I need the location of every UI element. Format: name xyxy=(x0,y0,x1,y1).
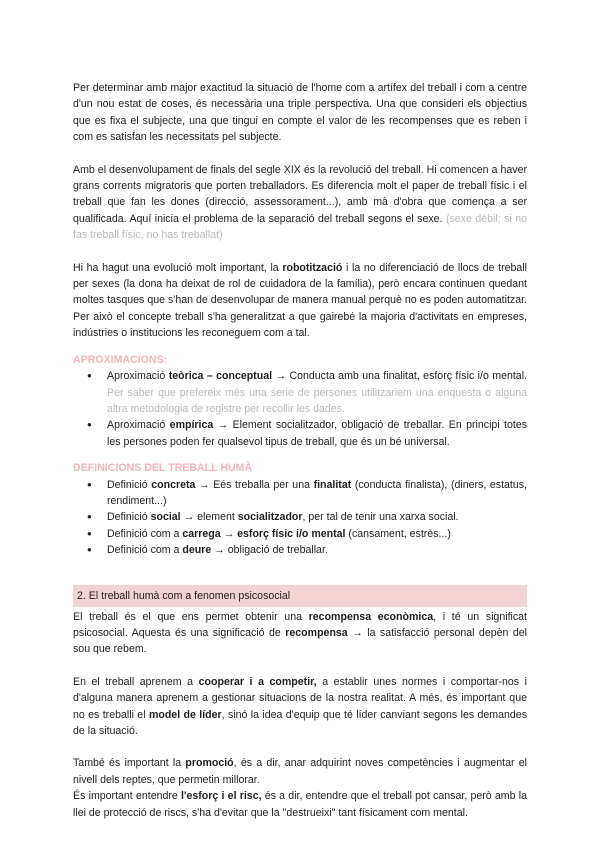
item-term: concreta xyxy=(151,478,196,491)
paragraph-cooperar xyxy=(73,674,527,740)
text: , i té un significat psicosocial. Aquesta és una significació de xyxy=(73,610,527,639)
text: , sinó la idea d'equip que té líder canviant segons les demandes de la situació. xyxy=(73,708,527,737)
revolucio-note: (sexe dèbil; si no fas treball físic, no has treballat) xyxy=(73,212,527,242)
paragraph-revolucio xyxy=(73,162,527,244)
item-term: finalitat xyxy=(313,478,352,491)
text: En el treball aprenem a xyxy=(73,675,199,688)
list-item xyxy=(73,368,527,417)
revolucio-text: Amb el desenvolupament de finals del segle XIX és la revolució del treball. Hi comencen a haver grans corrents migratoris que porten treballadors. Es diferencia molt el paper de treball físic i el treball que fan les dones (direcció, assessorament...), amb mà d'obra que comença a ser qualificada. Aquí inicia el problema de la separació del treball segons el sexe. xyxy=(73,163,527,225)
item-text: Definició xyxy=(107,478,152,491)
item-term: carrega → esforç físic i/o mental xyxy=(182,527,346,540)
aproximacions-section xyxy=(73,352,527,450)
definicions-list xyxy=(73,477,527,559)
item-term: empírica xyxy=(169,419,214,432)
item-text: (cansament, estrès...) xyxy=(345,527,451,540)
item-text: Aproximació xyxy=(107,419,170,432)
paragraph-recompensa xyxy=(73,609,527,658)
text: , és a dir, anar adquirint noves competències i augmentar el nivell dels reptes, que permetin millorar. xyxy=(73,757,527,786)
text: és a dir, entendre que el treball pot cansar, però amb la llei de protecció de riscs, s'ha d'evitar que la "destrueixi" tant físicament com mental. xyxy=(73,790,527,819)
term: promoció xyxy=(185,757,234,770)
item-text: Aproximació xyxy=(107,370,169,383)
text: El treball és el que ens permet obtenir una xyxy=(73,610,309,623)
list-item xyxy=(73,526,527,542)
item-text: , per tal de tenir una xarxa social. xyxy=(302,511,459,524)
item-text: Definició com a xyxy=(107,527,183,540)
list-item xyxy=(73,509,527,525)
definicions-heading: DEFINICIONS DEL TREBALL HUMÀ xyxy=(73,462,253,475)
term: l'esforç i el risc, xyxy=(181,790,262,803)
robotitzacio-text-c: i la no diferenciació de llocs de treball per sexes (la dona ha deixat de rol de cuidadora de la família), però encara continuen quedant moltes tasques que s'han de desenvolupar de manera manual perquè no es poden automatitzar. Per això el concepte treball s'ha generalitzat a que gairebé la majoria d'activitats en empreses, indústries o institucions les reconeguem com a tal. xyxy=(73,261,527,340)
paragraph-esforc xyxy=(73,788,527,821)
item-term: social xyxy=(150,511,181,524)
robotitzacio-term: robotització xyxy=(282,261,343,274)
term: model de líder xyxy=(148,708,222,721)
list-item xyxy=(73,542,527,558)
item-note: Per saber que prefereix més una serie de persones utilitzariem una enquesta o alguna altra metodologia de registre per recollir les dades. xyxy=(107,386,527,415)
paragraph-robotitzacio xyxy=(73,260,527,342)
text: És important entendre xyxy=(73,790,182,803)
section-title-bar: 2. El treball humà com a fenomen psicosocial xyxy=(73,585,527,607)
item-text: → Conducta amb una finalitat, esforç físic i/o mental. xyxy=(272,370,527,383)
item-text: → Element socialitzador, obligació de treballar. En principi totes les persones poden fer qualsevol tipus de treball, que és un bé universal. xyxy=(107,419,528,448)
item-text: → Eés treballa per una xyxy=(195,478,314,491)
item-term: teòrica – conceptual xyxy=(168,370,273,383)
robotitzacio-text-a: Hi ha hagut una evolució molt important, la xyxy=(73,261,283,274)
paragraph-perspectiva: Per determinar amb major exactitud la situació de l'home com a artífex del treball i com a centre d'un nou estat de coses, és necessària una triple perspectiva. Una que consideri els objectius que es fixa el subjecte, una que tingui en compte el valor de les recompenses que es reben i com es satisfan les necessitats pel subjecte. xyxy=(73,82,527,144)
item-text: Definició com a xyxy=(107,544,183,557)
item-text: → element xyxy=(180,511,238,524)
item-text: Definició xyxy=(107,511,151,524)
term: cooperar i a competir, xyxy=(198,675,317,688)
text: a establir unes normes i comportar-nos i d'alguna manera aprenem a gestionar situacions de la nostra realitat. A més, és important que no es treballi el xyxy=(73,675,527,721)
aproximacions-list xyxy=(73,368,527,450)
term: recompensa xyxy=(285,626,348,639)
term: recompensa econòmica xyxy=(308,610,434,623)
item-text: (conducta finalista), (diners, estatus, rendiment...) xyxy=(107,478,527,507)
text: → la satisfacció personal depèn del sou que rebem. xyxy=(73,626,527,656)
definicions-section xyxy=(73,460,527,558)
paragraph-promocio xyxy=(73,755,527,788)
item-term: deure xyxy=(182,544,212,557)
text: També és important la xyxy=(73,757,186,770)
aproximacions-heading: APROXIMACIONS: xyxy=(73,353,168,366)
item-text: → obligació de treballar. xyxy=(211,544,328,557)
document-page xyxy=(73,80,527,821)
item-term: socialitzador xyxy=(237,511,303,524)
list-item xyxy=(73,417,527,450)
list-item xyxy=(73,477,527,510)
